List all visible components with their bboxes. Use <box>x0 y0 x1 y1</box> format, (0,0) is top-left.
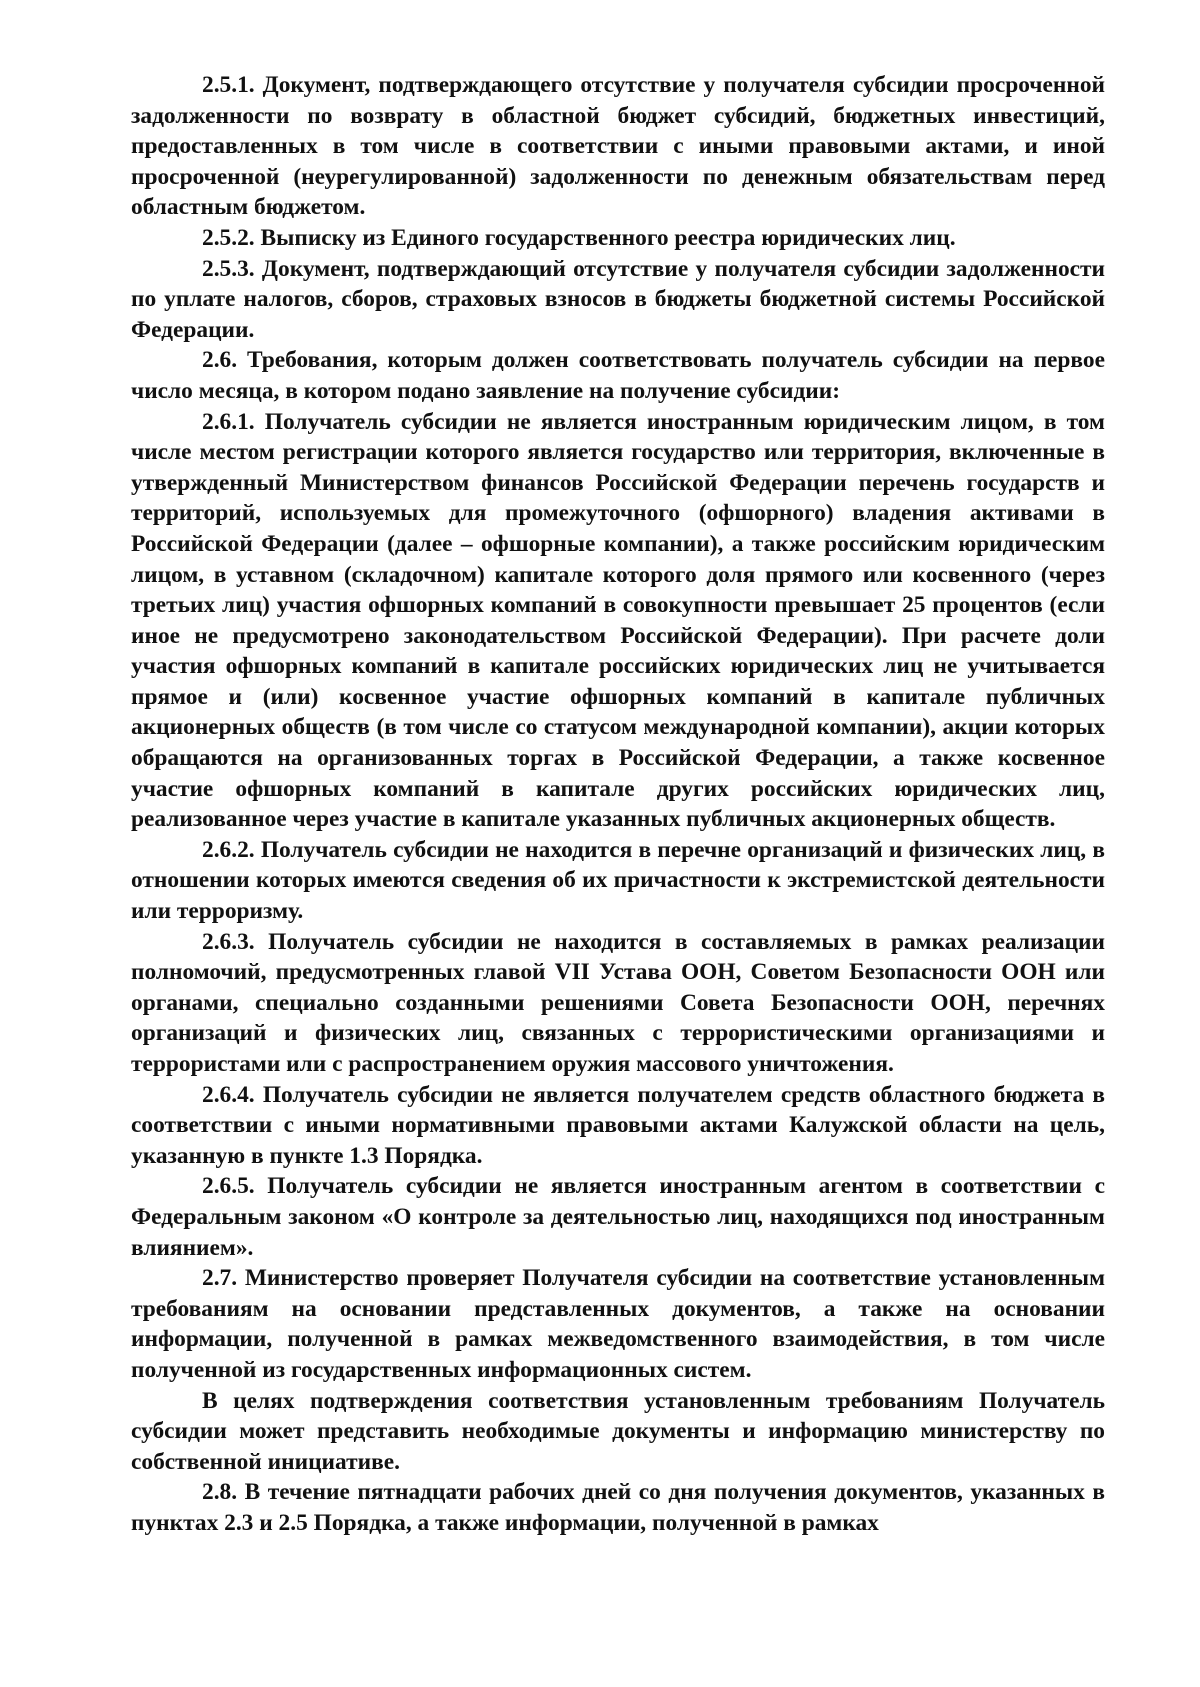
paragraph-2-6-5: 2.6.5. Получатель субсидии не является иностранным агентом в соответствии с Федеральным законом «О контроле за деятельностью лиц, находящихся под иностранным влиянием». <box>131 1173 1105 1261</box>
paragraph-2-6-2: 2.6.2. Получатель субсидии не находится в перечне организаций и физических лиц, в отношении которых имеются сведения об их причастности к экстремистской деятельности или терроризму. <box>131 836 1105 925</box>
paragraph-2-5-1: 2.5.1. Документ, подтверждающего отсутствие у получателя субсидии просроченной задолженности по возврату в областной бюджет субсидий, бюджетных инвестиций, предоставленных в том числе в соответствии с иными правовыми актами, и иной просроченной (неурегулированной) задолженности по денежным обязательствам перед областным бюджетом. <box>131 72 1105 221</box>
paragraph-2-5-3: 2.5.3. Документ, подтверждающий отсутствие у получателя субсидии задолженности по уплате налогов, сборов, страховых взносов в бюджеты бюджетной системы Российской Федерации. <box>131 255 1105 343</box>
paragraph-2-5-2: 2.5.2. Выписку из Единого государственного реестра юридических лиц. <box>202 224 956 251</box>
document-page <box>131 70 1105 1539</box>
paragraph-2-8: 2.8. В течение пятнадцати рабочих дней со дня получения документов, указанных в пунктах 2.3 и 2.5 Порядка, а также информации, полученной в рамках <box>131 1479 1105 1536</box>
paragraph-2-7: 2.7. Министерство проверяет Получателя субсидии на соответствие установленным требованиям на основании представленных документов, а также на основании информации, полученной в рамках межведомственного взаимодействия, в том числе полученной из государственных информационных систем. <box>131 1265 1105 1383</box>
paragraph-2-6: 2.6. Требования, которым должен соответствовать получатель субсидии на первое число месяца, в котором подано заявление на получение субсидии: <box>131 347 1105 404</box>
paragraph-2-7-note: В целях подтверждения соответствия установленным требованиям Получатель субсидии может представить необходимые документы и информацию министерству по собственной инициативе. <box>131 1387 1105 1475</box>
paragraph-2-6-4: 2.6.4. Получатель субсидии не является получателем средств областного бюджета в соответствии с иными нормативными правовыми актами Калужской области на цель, указанную в пункте 1.3 Порядка. <box>131 1081 1105 1169</box>
paragraph-2-6-3: 2.6.3. Получатель субсидии не находится в составляемых в рамках реализации полномочий, предусмотренных главой VII Устава ООН, Советом Безопасности ООН или органами, специально созданными решениями Совета Безопасности ООН, перечнях организаций и физических лиц, связанных с террористическими организациями и террористами или с распространением оружия массового уничтожения. <box>131 928 1105 1077</box>
paragraph-2-6-1: 2.6.1. Получатель субсидии не является иностранным юридическим лицом, в том числе местом регистрации которого является государство или территория, включенные в утвержденный Министерством финансов Российской Федерации перечень государств и территорий, используемых для промежуточного (офшорного) владения активами в Российской Федерации (далее – офшорные компании), а также российским юридическим лицом, в уставном (складочном) капитале которого доля прямого или косвенного (через третьих лиц) участия офшорных компаний в совокупности превышает 25 процентов (если иное не предусмотрено законодательством Российской Федерации). При расчете доли участия офшорных компаний в капитале российских юридических лиц не учитывается прямое и (или) косвенное участие офшорных компаний в капитале публичных акционерных обществ (в том числе со статусом международной компании), акции которых обращаются на организованных торгах в Российской Федерации, а также косвенное участие офшорных компаний в капитале других российских юридических лиц, реализованное через участие в капитале указанных публичных акционерных обществ. <box>131 408 1105 833</box>
